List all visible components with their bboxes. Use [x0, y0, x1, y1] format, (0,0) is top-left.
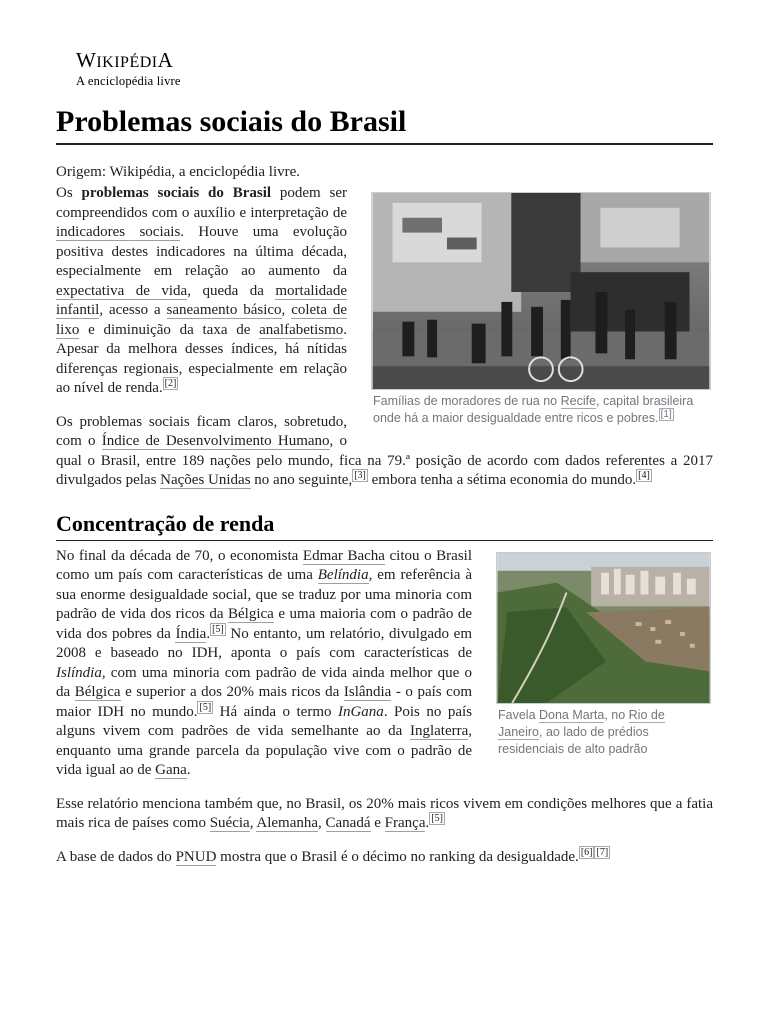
link-idh[interactable]: Índice de Desenvolvimento Humano — [101, 433, 330, 449]
ref-7[interactable]: [7] — [596, 846, 609, 858]
figure-recife-caption: Famílias de moradores de rua no Recife, capital brasileira onde há a maior desigualdade entre ricos e pobres. [1] — [373, 394, 694, 425]
ref-2[interactable]: [2] — [164, 378, 177, 389]
link-belindia[interactable]: Belíndia — [317, 567, 369, 583]
link-expectativa-de-vida[interactable]: expectativa de vida — [56, 282, 188, 299]
link-gana[interactable]: Gana — [155, 762, 187, 778]
photo-recife-homeless-families[interactable] — [371, 192, 711, 390]
link-saneamento-basico[interactable]: saneamento básico — [166, 302, 282, 318]
link-rio-de-janeiro[interactable]: Rio de Janeiro — [498, 707, 665, 739]
intro-paragraph-2: Os problemas sociais ficam claros, sobretudo, com o Índice de Desenvolvimento Humano, o qual o Brasil, entre 189 nações pelo mundo, fica na 79.ª posição de acordo com dados referentes a 2017 divulgados pelas Nações Unidas no ano seguinte, [3] embora tenha a sétima economia do mundo. [4] — [56, 413, 713, 488]
link-edmar-bacha[interactable]: Edmar Bacha — [302, 547, 385, 564]
section-paragraph-2: Esse relatório menciona também que, no Brasil, os 20% mais ricos vivem em condições melhores que a fatia mais rica de países como Suécia, Alemanha, Canadá e França. [5] — [56, 795, 713, 831]
link-canada[interactable]: Canadá — [325, 815, 371, 831]
intro-paragraph-1: Os problemas sociais do Brasil podem ser compreendidos com o auxílio e interpretação de indicadores sociais. Houve uma evolução positiva destes indicadores na última década, especialmente em relação ao aumento da expectativa de vida, queda da mortalidade infantil, acesso a saneamento básico, coleta de lixo e diminuição da taxa de analfabetismo. Apesar da melhora desses índices, há nítidas diferenças regionais, especialmente em relação ao nível de renda. [2] — [56, 185, 348, 396]
section-paragraph-3: A base de dados do PNUD mostra que o Brasil é o décimo no ranking da desigualdade. [6] [7] — [56, 846, 609, 865]
link-indicadores-sociais[interactable]: indicadores sociais — [56, 224, 181, 240]
link-suecia[interactable]: Suécia — [209, 815, 250, 831]
article-content — [56, 104, 713, 867]
page-title: Problemas sociais do Brasil — [56, 104, 713, 145]
logo-tagline: A enciclopédia livre — [76, 74, 181, 88]
link-dona-marta[interactable]: Dona Marta — [539, 707, 605, 722]
section-heading-concentracao-de-renda: Concentração de renda — [56, 511, 713, 541]
figure-dona-marta — [496, 552, 711, 758]
ref-4[interactable]: [4] — [638, 470, 650, 481]
wikipedia-logo[interactable] — [76, 50, 181, 88]
section-paragraph-1: No final da década de 70, o economista Edmar Bacha citou o Brasil como um país com características de uma Belíndia, em referência à sua enorme desigualdade social, que se traduz por uma minoria com padrão de vida dos ricos da Bélgica e uma maioria com o padrão de vida dos pobres da Índia. [5] No entanto, um relatório, divulgado em 2008 e baseado no IDH, aponta o país com características de Islíndia, com uma minoria com padrão de vida ainda melhor que o da Bélgica e superior a dos 20% mais ricos da Islândia - o país com maior IDH no mundo. [5] Há ainda o termo InGana. Pois no país alguns vivem com padrões de vida semelhante ao da Inglaterra, enquanto uma grande parcela da população vive com o padrão de vida igual ao de Gana. — [56, 547, 473, 778]
link-islandia[interactable]: Islândia — [343, 684, 392, 700]
ref-3[interactable]: [3] — [354, 470, 366, 481]
link-belgica-2[interactable]: Bélgica — [74, 684, 121, 700]
link-mortalidade-infantil[interactable]: mortalidade infantil — [56, 282, 347, 318]
ref-5[interactable]: [5] — [212, 623, 224, 635]
ref-5-b[interactable]: [5] — [199, 701, 212, 713]
link-nacoes-unidas[interactable]: Nações Unidas — [160, 472, 251, 488]
link-recife[interactable]: Recife — [560, 394, 597, 408]
figure-recife — [371, 192, 711, 427]
link-analfabetismo[interactable]: analfabetismo — [259, 321, 344, 338]
logo-wordmark: WIKIPÉDIA — [76, 48, 174, 72]
link-inglaterra[interactable]: Inglaterra — [409, 723, 469, 739]
photo-favela-dona-marta[interactable] — [496, 552, 711, 704]
link-alemanha[interactable]: Alemanha — [256, 815, 319, 831]
figure-dona-marta-caption: Favela Dona Marta, no Rio de Janeiro, ao lado de prédios residenciais de alto padrão — [498, 707, 665, 756]
link-india[interactable]: Índia — [175, 625, 207, 642]
ref-1[interactable]: [1] — [660, 408, 672, 420]
ref-6[interactable]: [6] — [580, 846, 593, 858]
link-franca[interactable]: França — [384, 815, 426, 831]
ref-5-c[interactable]: [5] — [431, 813, 443, 824]
origin-note: Origem: Wikipédia, a enciclopédia livre. — [56, 164, 301, 180]
link-belgica[interactable]: Bélgica — [228, 606, 274, 622]
link-pnud[interactable]: PNUD — [175, 848, 217, 865]
link-coleta-de-lixo[interactable]: coleta de lixo — [56, 302, 348, 338]
